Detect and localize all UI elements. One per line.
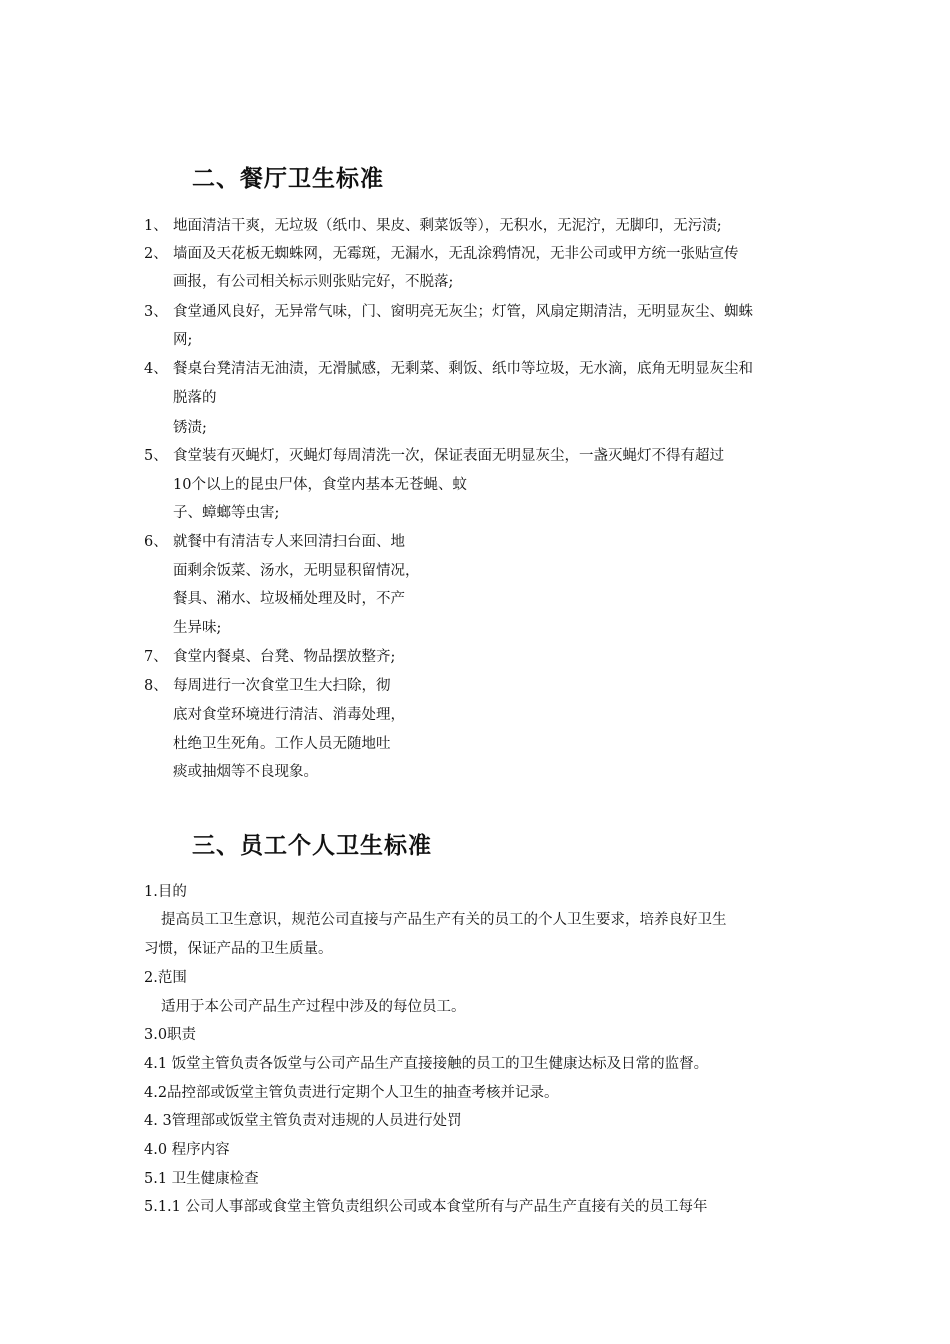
item-text-line: 餐具、潲水、垃圾桶处理及时，不产	[173, 591, 405, 607]
subsection-title: 3.0职责	[144, 1027, 197, 1043]
item-text-line: 10个以上的昆虫尸体，食堂内基本无苍蝇、蚊	[173, 477, 467, 493]
item-text-line: 面剩余饭菜、汤水，无明显积留情况，	[173, 563, 420, 579]
subsection-title: 4.0 程序内容	[144, 1142, 230, 1158]
item-text-line: 杜绝卫生死角。工作人员无随地吐	[173, 736, 391, 752]
item-text-line: 地面清洁干爽，无垃圾（纸巾、果皮、剩菜饭等），无积水，无泥泞，无脚印，无污渍;	[173, 218, 722, 234]
paragraph-line: 4.2品控部或饭堂主管负责进行定期个人卫生的抽查考核并记录。	[144, 1085, 559, 1101]
item-text-line: 脱落的	[173, 390, 217, 406]
item-text-line: 墙面及天花板无蜘蛛网，无霉斑，无漏水，无乱涂鸦情况，无非公司或甲方统一张贴宣传	[173, 246, 739, 262]
paragraph-line: 4. 3管理部或饭堂主管负责对违规的人员进行处罚	[144, 1113, 462, 1129]
item-number: 3、	[144, 304, 168, 320]
item-number: 2、	[144, 246, 168, 262]
item-number: 5、	[144, 448, 168, 464]
paragraph-line: 习惯，保证产品的卫生质量。	[144, 941, 333, 957]
item-text-line: 食堂装有灭蝇灯，灭蝇灯每周清洗一次，保证表面无明显灰尘，一盏灭蝇灯不得有超过	[173, 448, 724, 464]
item-text-line: 痰或抽烟等不良现象。	[173, 764, 318, 780]
subsection-title: 5.1 卫生健康检查	[144, 1171, 259, 1187]
item-number: 1、	[144, 218, 168, 234]
item-text-line: 网;	[173, 332, 193, 348]
paragraph-line: 提高员工卫生意识，规范公司直接与产品生产有关的员工的个人卫生要求，培养良好卫生	[161, 912, 727, 928]
section2-heading: 二、餐厅卫生标准	[192, 165, 384, 192]
item-number: 8、	[144, 678, 168, 694]
section3-heading: 三、员工个人卫生标准	[192, 832, 432, 859]
item-text-line: 就餐中有清洁专人来回清扫台面、地	[173, 534, 405, 550]
paragraph-line: 4.1 饭堂主管负责各饭堂与公司产品生产直接接触的员工的卫生健康达标及日常的监督。	[144, 1056, 709, 1072]
item-text-line: 画报，有公司相关标示则张贴完好，不脱落;	[173, 274, 454, 290]
item-number: 7、	[144, 649, 168, 665]
item-text-line: 食堂内餐桌、台凳、物品摆放整齐;	[173, 649, 396, 665]
item-text-line: 子、蟑螂等虫害;	[173, 505, 280, 521]
item-text-line: 生异味;	[173, 620, 222, 636]
paragraph-line: 5.1.1 公司人事部或食堂主管负责组织公司或本食堂所有与产品生产直接有关的员工每年	[144, 1199, 708, 1215]
item-text-line: 每周进行一次食堂卫生大扫除，彻	[173, 678, 391, 694]
item-number: 6、	[144, 534, 168, 550]
item-text-line: 食堂通风良好，无异常气味，门、窗明亮无灰尘；灯管，风扇定期清洁，无明显灰尘、蜘蛛	[173, 304, 753, 320]
subsection-title: 1.目的	[144, 884, 187, 900]
item-text-line: 锈渍;	[173, 420, 207, 436]
paragraph-line: 适用于本公司产品生产过程中涉及的每位员工。	[161, 999, 466, 1015]
item-text-line: 底对食堂环境进行清洁、消毒处理，	[173, 707, 405, 723]
item-text-line: 餐桌台凳清洁无油渍，无滑腻感，无剩菜、剩饭、纸巾等垃圾，无水滴，底角无明显灰尘和	[173, 361, 753, 377]
subsection-title: 2.范围	[144, 970, 187, 986]
item-number: 4、	[144, 361, 168, 377]
